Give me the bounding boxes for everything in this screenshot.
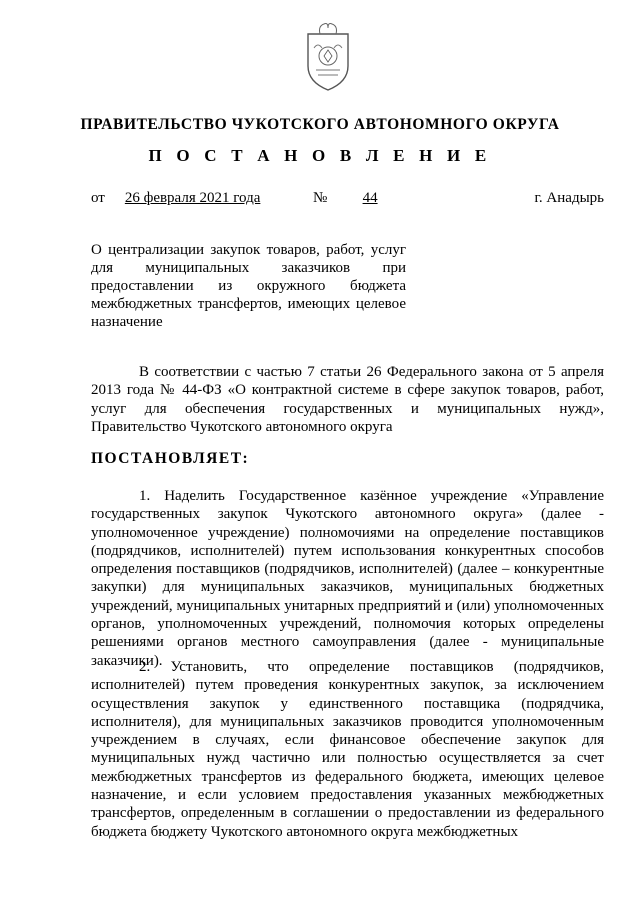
document-subject — [91, 241, 406, 331]
clause-paragraph: 1. Наделить Государственное казённое учреждение «Управление государственных закупок Чукотского автономного округа» (далее - уполномоченное учреждение) полномочиями на определение поставщиков (подрядчиков, исполнителей) путем использования конкурентных способов определения поставщиков (подрядчиков, исполнителей) (далее – конкурентные закупки) для муниципальных заказчиков, муниципальных бюджетных учреждений, муниципальных унитарных предприятий и (или) уполномоченных органов, уполномоченных учреждений, полномочия которых определены решениями органов местного самоуправления (далее - муниципальные заказчики). — [91, 488, 604, 669]
document-type: П О С Т А Н О В Л Е Н И Е — [148, 146, 492, 165]
government-title: ПРАВИТЕЛЬСТВО ЧУКОТСКОГО АВТОНОМНОГО ОКРУГА — [80, 116, 560, 133]
subject-line: назначение — [91, 314, 163, 330]
subject-line: О централизации закупок товаров, работ, услуг — [91, 242, 406, 258]
date-line — [91, 190, 273, 207]
date-value: 26 февраля 2021 года — [124, 190, 261, 206]
preamble-paragraph: В соответствии с частью 7 статьи 26 Федерального закона от 5 апреля 2013 года № 44-ФЗ «О контрактной системе в сфере закупок товаров, работ, услуг для обеспечения государственных и муниципальных нужд», Правительство Чукотского автономного округа — [91, 364, 604, 435]
clause-paragraph: 2. Установить, что определение поставщиков (подрядчиков, исполнителей) путем проведения конкурентных закупок, за исключением осуществления закупок у единственного поставщика (подрядчика, исполнителя), для муниципальных заказчиков проводится уполномоченным учреждением в случаях, если финансовое обеспечение закупок для муниципальных нужд частично или полностью осуществляется за счет межбюджетных трансфертов из федерального бюджета, имеющих целевое назначение, и если условием предоставления указанных межбюджетных трансфертов, определенным в соглашении о предоставлении из федерального бюджета бюджету Чукотского автономного округа межбюджетных — [91, 659, 604, 840]
number-line — [313, 190, 405, 207]
city: г. Анадырь — [534, 190, 604, 206]
subject-line: межбюджетных трансфертов, имеющих целевое — [91, 296, 406, 312]
date-prefix: от — [91, 190, 105, 206]
number-sign: № — [313, 190, 328, 206]
subject-line: предоставлении из окружного бюджета — [91, 278, 406, 294]
subject-line: для муниципальных заказчиков при — [91, 260, 406, 276]
number-value: 44 — [362, 190, 378, 206]
coat-of-arms-icon — [302, 20, 354, 92]
resolves-heading: ПОСТАНОВЛЯЕТ: — [91, 450, 250, 467]
